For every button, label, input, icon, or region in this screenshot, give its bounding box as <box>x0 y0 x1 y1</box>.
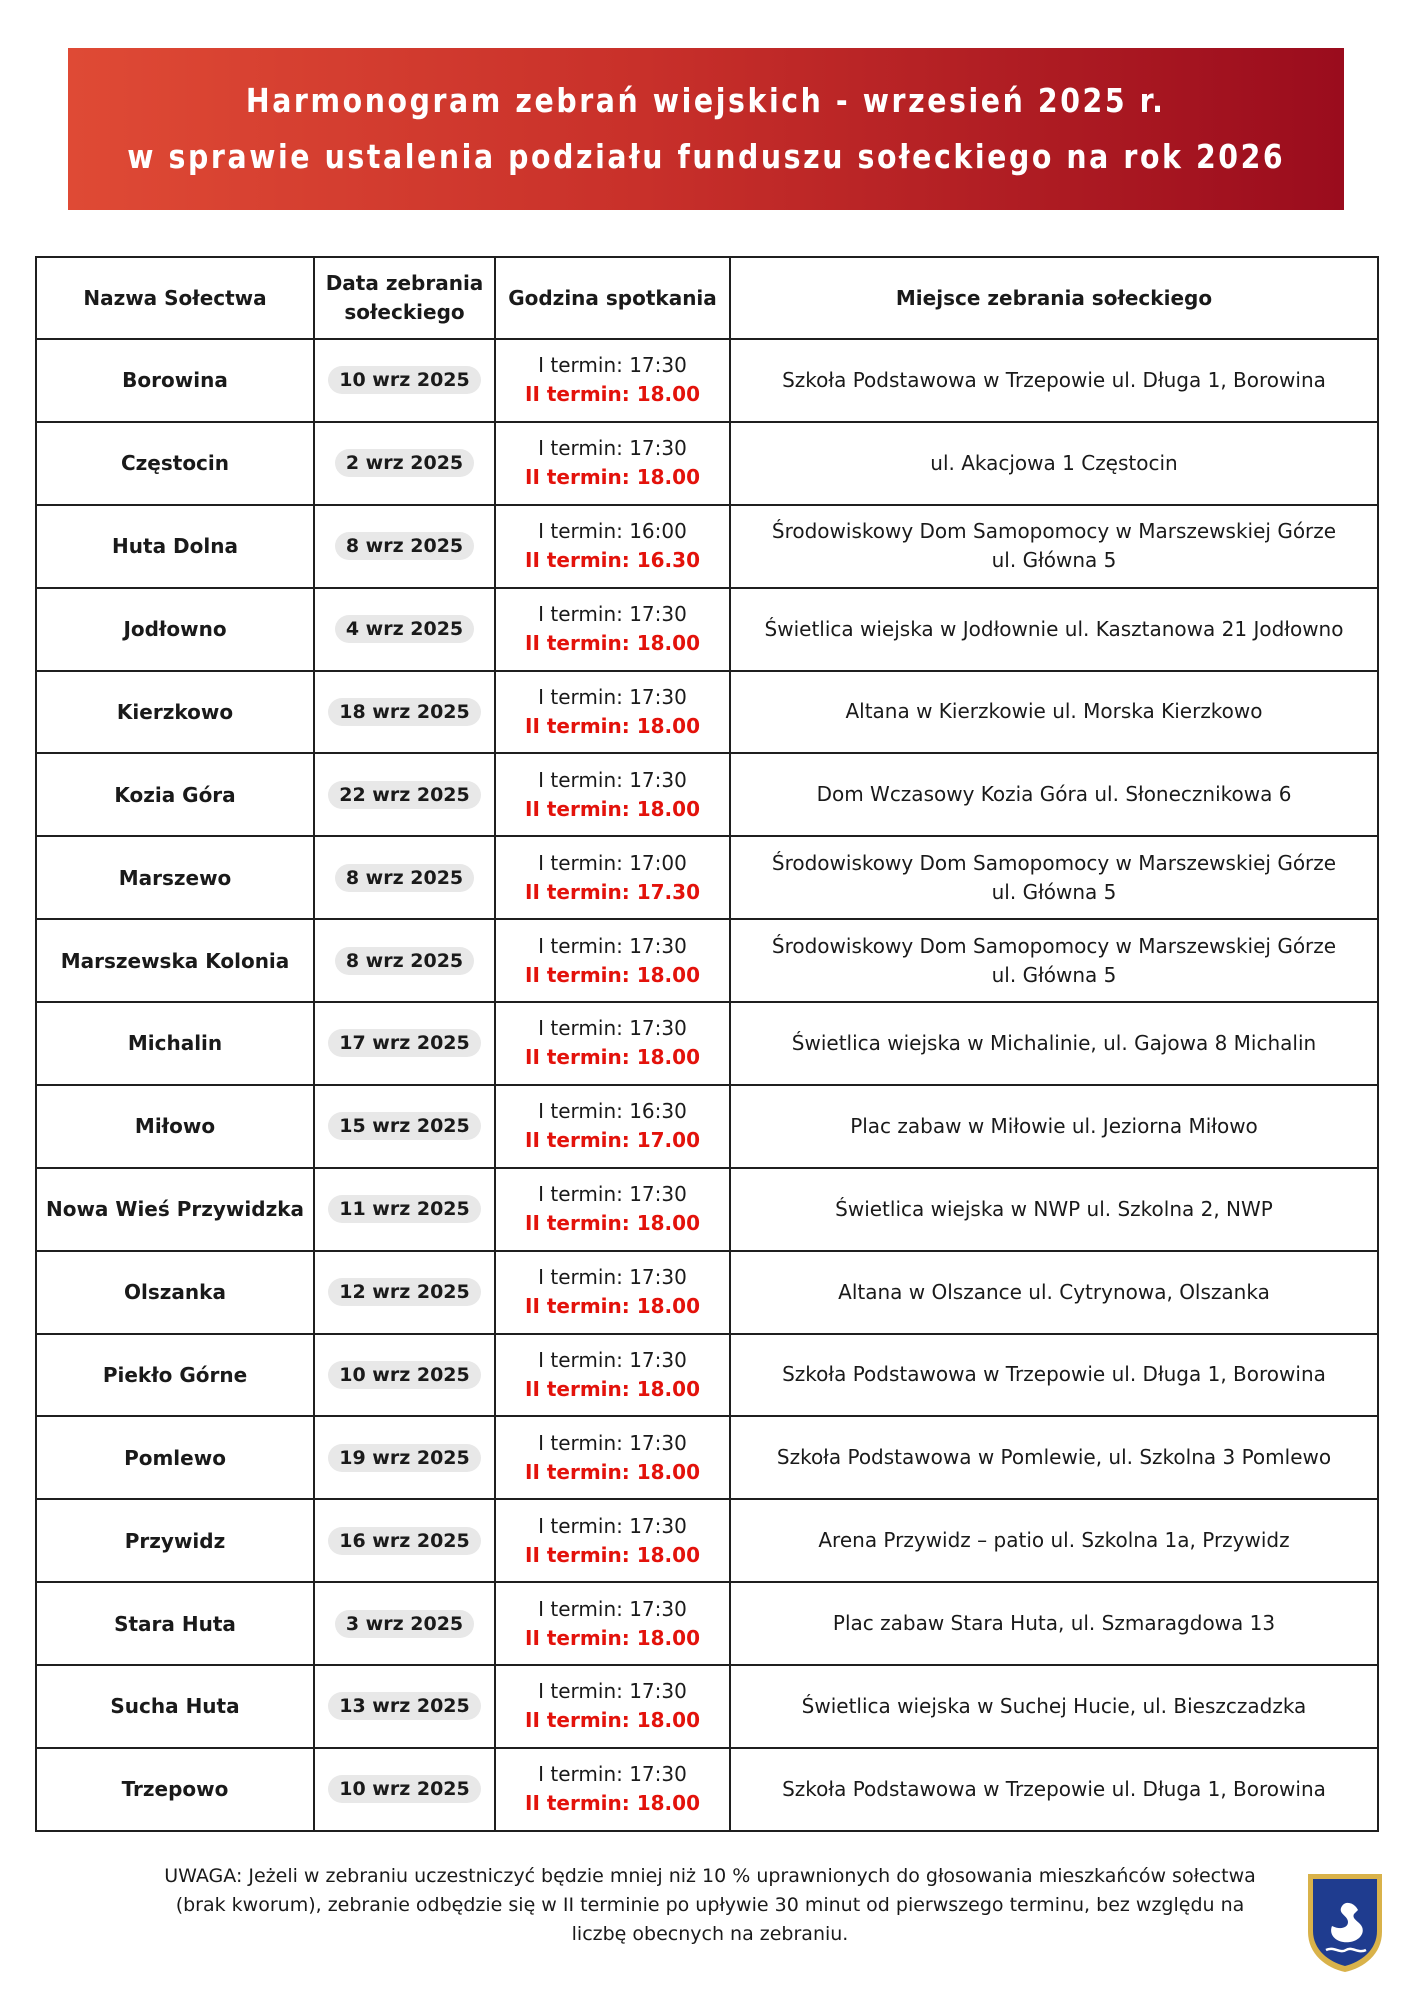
cell-place <box>730 1251 1378 1334</box>
date-chip: 10 wrz 2025 <box>328 366 481 394</box>
cell-place <box>730 1748 1378 1831</box>
date-chip: 10 wrz 2025 <box>328 1361 481 1389</box>
table-row <box>36 919 1378 1002</box>
cell-name <box>36 1334 314 1417</box>
date-chip: 18 wrz 2025 <box>328 698 481 726</box>
second-term: II termin: 18.00 <box>525 1045 700 1070</box>
cell-place <box>730 339 1378 422</box>
table-body <box>36 339 1378 1831</box>
place-line-2: ul. Główna 5 <box>991 879 1117 904</box>
cell-place <box>730 1085 1378 1168</box>
village-name: Kierzkowo <box>116 699 234 724</box>
cell-name <box>36 836 314 919</box>
table-row <box>36 1085 1378 1168</box>
village-name: Miłowo <box>134 1114 216 1139</box>
place-line-1: Środowiskowy Dom Samopomocy w Marszewskiej Górze <box>771 519 1337 544</box>
date-chip: 4 wrz 2025 <box>335 615 474 643</box>
cell-name <box>36 1582 314 1665</box>
cell-time <box>495 1416 730 1499</box>
date-chip: 8 wrz 2025 <box>335 532 474 560</box>
page-title-line-2: w sprawie ustalenia podziału funduszu sołeckiego na rok 2026 <box>127 137 1286 176</box>
place-line-1: Plac zabaw Stara Huta, ul. Szmaragdowa 13 <box>832 1611 1276 1636</box>
village-name: Piekło Górne <box>102 1362 248 1387</box>
first-term: I termin: 17:30 <box>538 933 687 958</box>
date-chip: 10 wrz 2025 <box>328 1775 481 1803</box>
date-chip: 17 wrz 2025 <box>328 1029 481 1057</box>
cell-place <box>730 1499 1378 1582</box>
cell-place <box>730 1334 1378 1417</box>
table-row <box>36 1748 1378 1831</box>
cell-name <box>36 1168 314 1251</box>
first-term: I termin: 17:30 <box>538 1762 687 1787</box>
village-name: Marszewo <box>118 865 232 890</box>
table-row <box>36 1168 1378 1251</box>
table-row <box>36 422 1378 505</box>
date-chip: 13 wrz 2025 <box>328 1692 481 1720</box>
cell-name <box>36 1416 314 1499</box>
cell-name <box>36 1665 314 1748</box>
cell-date <box>314 422 495 505</box>
cell-name <box>36 422 314 505</box>
first-term: I termin: 17:30 <box>538 1347 687 1372</box>
first-term: I termin: 17:30 <box>538 767 687 792</box>
table-row <box>36 1416 1378 1499</box>
table-row <box>36 1499 1378 1582</box>
cell-date <box>314 1334 495 1417</box>
cell-time <box>495 1665 730 1748</box>
second-term: II termin: 18.00 <box>525 962 700 987</box>
table-header-row <box>36 257 1378 339</box>
place-line-1: Dom Wczasowy Kozia Góra ul. Słonecznikowa 6 <box>816 782 1292 807</box>
cell-time <box>495 1002 730 1085</box>
village-name: Jodłowno <box>123 617 227 642</box>
cell-time <box>495 919 730 1002</box>
cell-name <box>36 1251 314 1334</box>
schedule-table <box>35 256 1379 1832</box>
cell-place <box>730 505 1378 588</box>
place-line-1: Plac zabaw w Miłowie ul. Jeziorna Miłowo <box>850 1113 1258 1138</box>
first-term: I termin: 17:30 <box>538 684 687 709</box>
date-chip: 19 wrz 2025 <box>328 1444 481 1472</box>
table-row <box>36 753 1378 836</box>
cell-name <box>36 1002 314 1085</box>
place-line-1: Arena Przywidz – patio ul. Szkolna 1a, Przywidz <box>818 1528 1290 1553</box>
place-line-1: Altana w Kierzkowie ul. Morska Kierzkowo <box>845 699 1263 724</box>
cell-name <box>36 1085 314 1168</box>
second-term: II termin: 18.00 <box>525 713 700 738</box>
cell-time <box>495 1499 730 1582</box>
cell-date <box>314 505 495 588</box>
place-line-1: Szkoła Podstawowa w Trzepowie ul. Długa 1, Borowina <box>782 1776 1326 1801</box>
first-term: I termin: 17:30 <box>538 1182 687 1207</box>
date-chip: 8 wrz 2025 <box>335 947 474 975</box>
village-name: Pomlewo <box>124 1445 226 1470</box>
cell-place <box>730 1002 1378 1085</box>
village-name: Olszanka <box>124 1280 226 1305</box>
cell-date <box>314 1748 495 1831</box>
first-term: I termin: 17:30 <box>538 436 687 461</box>
column-header-place: Miejsce zebrania sołeckiego <box>730 257 1378 339</box>
cell-time <box>495 1748 730 1831</box>
table-row <box>36 339 1378 422</box>
cell-date <box>314 1085 495 1168</box>
cell-place <box>730 671 1378 754</box>
second-term: II termin: 18.00 <box>525 1625 700 1650</box>
cell-date <box>314 1499 495 1582</box>
date-chip: 8 wrz 2025 <box>335 864 474 892</box>
cell-place <box>730 1665 1378 1748</box>
village-name: Huta Dolna <box>112 534 238 559</box>
place-line-1: Świetlica wiejska w Suchej Hucie, ul. Bieszczadzka <box>801 1693 1307 1718</box>
cell-name <box>36 919 314 1002</box>
first-term: I termin: 17:30 <box>538 353 687 378</box>
cell-place <box>730 422 1378 505</box>
cell-name <box>36 339 314 422</box>
place-line-1: Świetlica wiejska w NWP ul. Szkolna 2, NWP <box>835 1196 1273 1221</box>
cell-date <box>314 1582 495 1665</box>
cell-time <box>495 505 730 588</box>
column-header-time: Godzina spotkania <box>495 257 730 339</box>
date-chip: 22 wrz 2025 <box>328 781 481 809</box>
column-header-date: Data zebrania sołeckiego <box>314 257 495 339</box>
first-term: I termin: 17:30 <box>538 1430 687 1455</box>
cell-time <box>495 1334 730 1417</box>
table-row <box>36 671 1378 754</box>
cell-time <box>495 1582 730 1665</box>
second-term: II termin: 18.00 <box>525 796 700 821</box>
cell-date <box>314 671 495 754</box>
table-row <box>36 1665 1378 1748</box>
table-row <box>36 1582 1378 1665</box>
second-term: II termin: 18.00 <box>525 1542 700 1567</box>
cell-date <box>314 1002 495 1085</box>
second-term: II termin: 18.00 <box>525 631 700 656</box>
cell-time <box>495 836 730 919</box>
cell-time <box>495 1085 730 1168</box>
note-line-1: UWAGA: Jeżeli w zebraniu uczestniczyć będzie mniej niż 10 % uprawnionych do głosowania mieszkańców sołectwa <box>164 1865 1256 1887</box>
cell-date <box>314 588 495 671</box>
date-chip: 3 wrz 2025 <box>335 1610 474 1638</box>
cell-date <box>314 919 495 1002</box>
second-term: II termin: 17.00 <box>525 1128 700 1153</box>
second-term: II termin: 17.30 <box>525 879 700 904</box>
cell-time <box>495 1251 730 1334</box>
note-line-2: (brak kworum), zebranie odbędzie się w II terminie po upływie 30 minut od pierwszego terminu, bez względu na <box>175 1894 1245 1916</box>
cell-name <box>36 671 314 754</box>
cell-time <box>495 588 730 671</box>
cell-time <box>495 671 730 754</box>
place-line-1: Altana w Olszance ul. Cytrynowa, Olszanka <box>838 1279 1270 1304</box>
cell-date <box>314 339 495 422</box>
table-row <box>36 588 1378 671</box>
quorum-note <box>110 1862 1310 1949</box>
first-term: I termin: 17:30 <box>538 1596 687 1621</box>
first-term: I termin: 17:30 <box>538 1016 687 1041</box>
cell-time <box>495 1168 730 1251</box>
date-chip: 15 wrz 2025 <box>328 1112 481 1140</box>
cell-date <box>314 1665 495 1748</box>
table-row <box>36 1251 1378 1334</box>
place-line-1: Środowiskowy Dom Samopomocy w Marszewskiej Górze <box>771 850 1337 875</box>
first-term: I termin: 17:30 <box>538 1265 687 1290</box>
swan-crest-icon <box>1304 1870 1386 1974</box>
second-term: II termin: 18.00 <box>525 1211 700 1236</box>
cell-place <box>730 588 1378 671</box>
cell-place <box>730 1416 1378 1499</box>
first-term: I termin: 16:00 <box>538 519 687 544</box>
cell-name <box>36 1748 314 1831</box>
first-term: I termin: 17:30 <box>538 1679 687 1704</box>
first-term: I termin: 17:00 <box>538 850 687 875</box>
table-row <box>36 1334 1378 1417</box>
place-line-1: Szkoła Podstawowa w Trzepowie ul. Długa 1, Borowina <box>782 367 1326 392</box>
second-term: II termin: 16.30 <box>525 548 700 573</box>
cell-name <box>36 588 314 671</box>
place-line-1: Szkoła Podstawowa w Pomlewie, ul. Szkolna 3 Pomlewo <box>776 1445 1332 1470</box>
header-banner <box>68 48 1344 210</box>
village-name: Trzepowo <box>121 1777 229 1802</box>
cell-name <box>36 505 314 588</box>
village-name: Nowa Wieś Przywidzka <box>45 1197 305 1222</box>
cell-place <box>730 1168 1378 1251</box>
cell-place <box>730 919 1378 1002</box>
page-title-line-1: Harmonogram zebrań wiejskich - wrzesień 2025 r. <box>246 81 1166 120</box>
place-line-1: Świetlica wiejska w Michalinie, ul. Gajowa 8 Michalin <box>791 1030 1317 1055</box>
place-line-1: Szkoła Podstawowa w Trzepowie ul. Długa 1, Borowina <box>782 1362 1326 1387</box>
date-chip: 11 wrz 2025 <box>328 1195 481 1223</box>
second-term: II termin: 18.00 <box>525 1376 700 1401</box>
second-term: II termin: 18.00 <box>525 1791 700 1816</box>
second-term: II termin: 18.00 <box>525 465 700 490</box>
second-term: II termin: 18.00 <box>525 1459 700 1484</box>
village-name: Sucha Huta <box>110 1694 240 1719</box>
cell-date <box>314 753 495 836</box>
cell-date <box>314 836 495 919</box>
village-name: Kozia Góra <box>114 782 236 807</box>
column-header-name: Nazwa Sołectwa <box>36 257 314 339</box>
table-row <box>36 505 1378 588</box>
cell-time <box>495 753 730 836</box>
place-line-1: ul. Akacjowa 1 Częstocin <box>930 450 1178 475</box>
cell-place <box>730 1582 1378 1665</box>
cell-place <box>730 836 1378 919</box>
village-name: Stara Huta <box>114 1611 236 1636</box>
cell-date <box>314 1416 495 1499</box>
cell-time <box>495 339 730 422</box>
note-line-3: liczbę obecnych na zebraniu. <box>571 1923 849 1945</box>
place-line-1: Świetlica wiejska w Jodłownie ul. Kasztanowa 21 Jodłowno <box>764 616 1344 641</box>
village-name: Częstocin <box>120 451 230 476</box>
cell-time <box>495 422 730 505</box>
village-name: Michalin <box>127 1031 223 1056</box>
village-name: Marszewska Kolonia <box>60 948 290 973</box>
first-term: I termin: 16:30 <box>538 1099 687 1124</box>
place-line-2: ul. Główna 5 <box>991 548 1117 573</box>
place-line-2: ul. Główna 5 <box>991 962 1117 987</box>
second-term: II termin: 18.00 <box>525 382 700 407</box>
village-name: Borowina <box>122 368 228 393</box>
cell-place <box>730 753 1378 836</box>
cell-name <box>36 753 314 836</box>
date-chip: 12 wrz 2025 <box>328 1278 481 1306</box>
first-term: I termin: 17:30 <box>538 602 687 627</box>
cell-name <box>36 1499 314 1582</box>
table-row <box>36 836 1378 919</box>
second-term: II termin: 18.00 <box>525 1294 700 1319</box>
first-term: I termin: 17:30 <box>538 1513 687 1538</box>
cell-date <box>314 1251 495 1334</box>
village-name: Przywidz <box>124 1528 226 1553</box>
date-chip: 16 wrz 2025 <box>328 1527 481 1555</box>
cell-date <box>314 1168 495 1251</box>
date-chip: 2 wrz 2025 <box>335 449 474 477</box>
table-row <box>36 1002 1378 1085</box>
place-line-1: Środowiskowy Dom Samopomocy w Marszewskiej Górze <box>771 933 1337 958</box>
second-term: II termin: 18.00 <box>525 1708 700 1733</box>
